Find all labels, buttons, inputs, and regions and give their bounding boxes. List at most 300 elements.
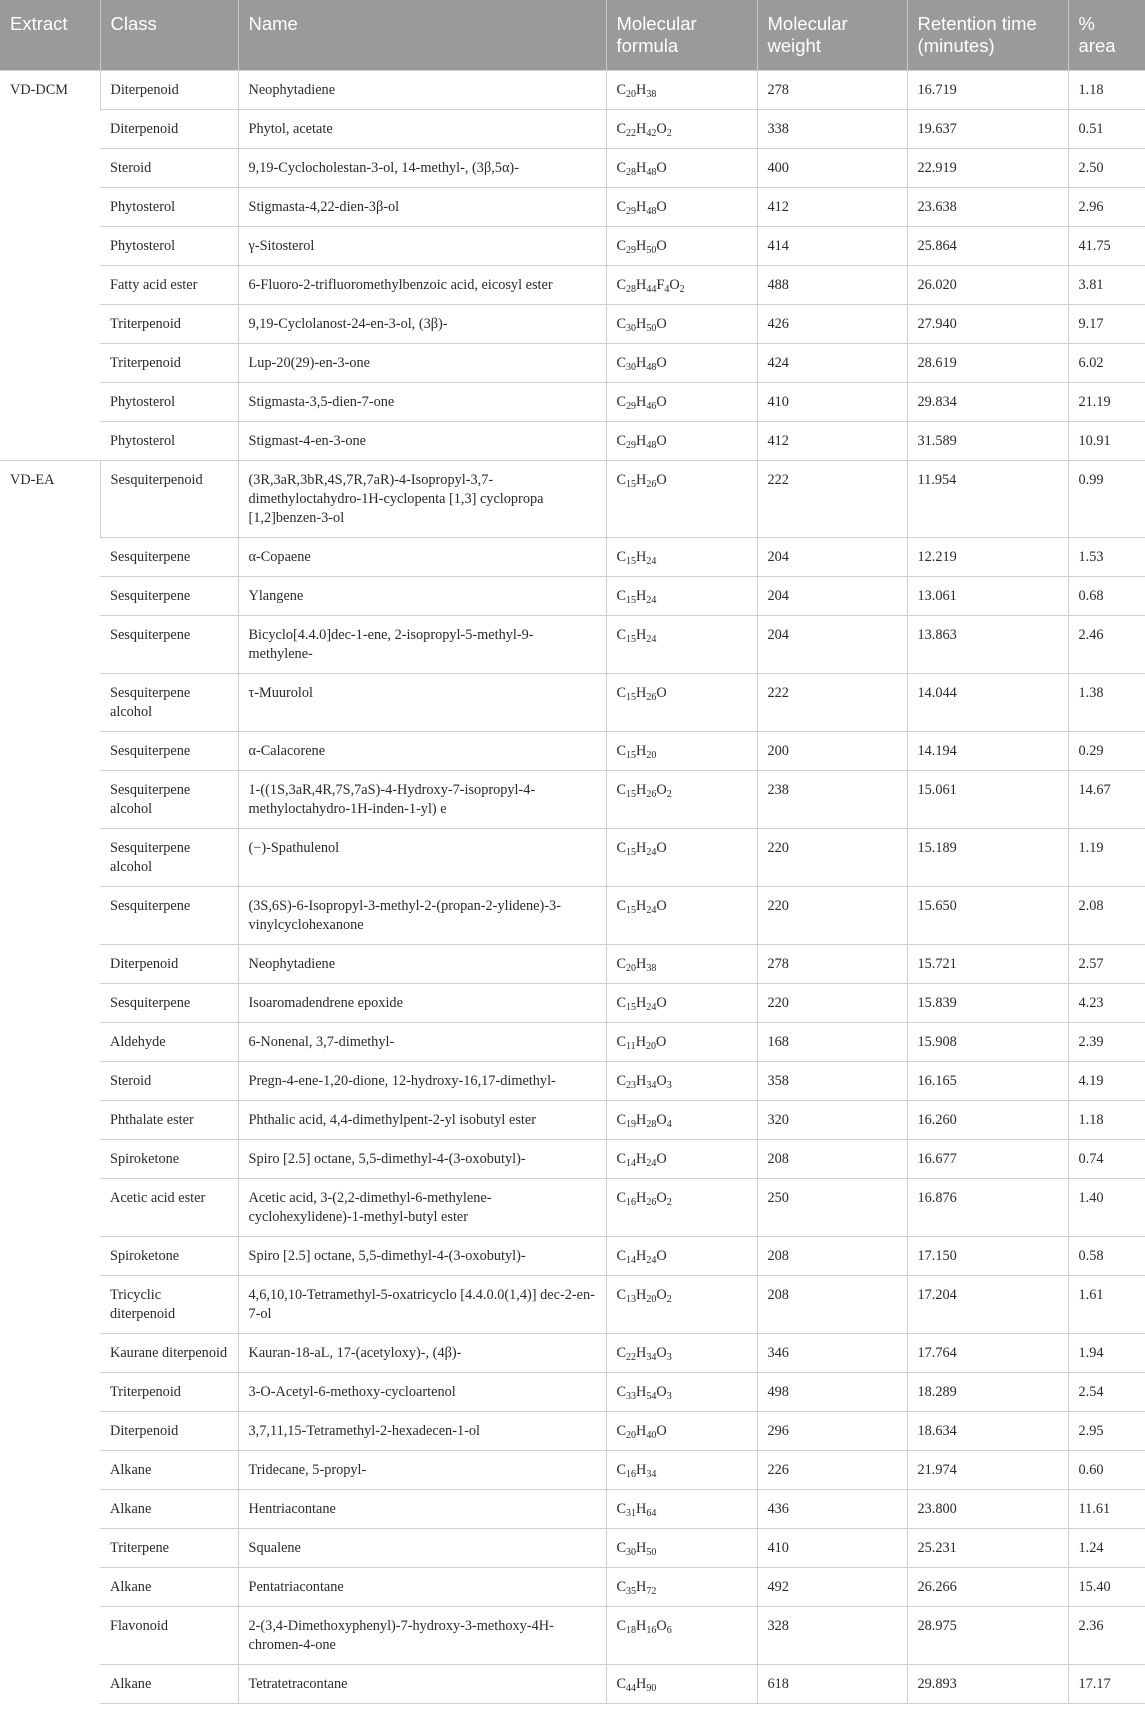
molecular-weight-cell: 320: [757, 1101, 907, 1140]
formula-subscript: 2: [666, 1294, 672, 1305]
formula-element: O: [656, 316, 667, 332]
formula-subscript: 44: [646, 284, 657, 295]
class-cell: Phytosterol: [100, 383, 238, 422]
formula-element: C: [616, 1579, 627, 1595]
formula-element: O: [656, 472, 667, 488]
formula-element: H: [636, 160, 647, 176]
area-cell: 1.18: [1068, 1101, 1145, 1140]
formula-element: C: [616, 685, 627, 701]
formula-element: H: [636, 1248, 647, 1264]
class-cell: Alkane: [100, 1490, 238, 1529]
formula-element: H: [636, 355, 647, 371]
class-cell: Diterpenoid: [100, 71, 238, 110]
formula-subscript: 48: [646, 167, 657, 178]
class-cell: Triterpenoid: [100, 305, 238, 344]
molecular-weight-cell: 346: [757, 1334, 907, 1373]
name-cell: 6-Nonenal, 3,7-dimethyl-: [238, 1023, 606, 1062]
formula-cell: [606, 110, 757, 149]
area-cell: 6.02: [1068, 344, 1145, 383]
formula-subscript: 16: [626, 1197, 637, 1208]
formula-element: C: [616, 1287, 627, 1303]
formula-element: O: [656, 1384, 667, 1400]
formula-element: C: [616, 840, 627, 856]
formula-subscript: 20: [626, 1430, 637, 1441]
area-cell: 21.19: [1068, 383, 1145, 422]
class-cell: Diterpenoid: [100, 1412, 238, 1451]
class-cell: Steroid: [100, 149, 238, 188]
formula-element: H: [635, 1034, 647, 1050]
formula-element: O: [656, 1151, 667, 1167]
class-cell: Tricyclic diterpenoid: [100, 1276, 238, 1334]
formula-element: C: [616, 898, 627, 914]
name-cell: Stigmast-4-en-3-one: [238, 422, 606, 461]
formula-cell: [606, 149, 757, 188]
class-cell: Sesquiterpene alcohol: [100, 829, 238, 887]
formula-subscript: 22: [626, 128, 637, 139]
formula-subscript: 2: [666, 1197, 672, 1208]
formula-subscript: 23: [626, 1080, 637, 1091]
name-cell: Stigmasta-3,5-dien-7-one: [238, 383, 606, 422]
area-cell: 1.19: [1068, 829, 1145, 887]
table-row: [0, 149, 1145, 188]
retention-time-cell: 19.637: [907, 110, 1068, 149]
formula-subscript: 90: [646, 1683, 657, 1694]
formula-subscript: 24: [646, 1002, 657, 1013]
formula-subscript: 20: [626, 963, 637, 974]
formula-element: C: [616, 782, 627, 798]
formula-element: O: [656, 1034, 667, 1050]
area-cell: 4.19: [1068, 1062, 1145, 1101]
formula-element: H: [636, 1345, 647, 1361]
formula-element: H: [636, 1423, 647, 1439]
class-cell: Sesquiterpene: [100, 616, 238, 674]
table-row: [0, 1062, 1145, 1101]
formula-element: H: [636, 1540, 647, 1556]
formula-element: H: [636, 956, 647, 972]
area-cell: 0.29: [1068, 732, 1145, 771]
formula-subscript: 54: [646, 1391, 657, 1402]
area-cell: 10.91: [1068, 422, 1145, 461]
table-row: [0, 1140, 1145, 1179]
formula-subscript: 48: [646, 362, 657, 373]
formula-subscript: 31: [626, 1508, 637, 1519]
table-row: [0, 1607, 1145, 1665]
formula-element: O: [656, 433, 667, 449]
formula-cell: [606, 616, 757, 674]
retention-time-cell: 15.650: [907, 887, 1068, 945]
formula-element: O: [656, 1073, 667, 1089]
formula-element: C: [616, 316, 627, 332]
molecular-weight-cell: 358: [757, 1062, 907, 1101]
molecular-weight-cell: 204: [757, 616, 907, 674]
formula-subscript: 16: [626, 1469, 637, 1480]
formula-element: C: [616, 1151, 627, 1167]
table-header: [0, 0, 1145, 71]
formula-element: C: [616, 1618, 627, 1634]
class-cell: Sesquiterpenoid: [100, 461, 238, 538]
formula-subscript: 15: [626, 847, 637, 858]
formula-subscript: 24: [646, 1158, 657, 1169]
table-row: [0, 1023, 1145, 1062]
name-cell: (3S,6S)-6-Isopropyl-3-methyl-2-(propan-2-ylidene)-3-vinylcyclohexanone: [238, 887, 606, 945]
retention-time-cell: 15.721: [907, 945, 1068, 984]
formula-subscript: 15: [626, 634, 637, 645]
area-cell: 41.75: [1068, 227, 1145, 266]
header-molecular-formula: Molecular formula: [606, 0, 757, 71]
retention-time-cell: 21.974: [907, 1451, 1068, 1490]
formula-element: H: [636, 549, 647, 565]
area-cell: 2.46: [1068, 616, 1145, 674]
formula-element: C: [616, 1345, 627, 1361]
table-row: [0, 1490, 1145, 1529]
retention-time-cell: 27.940: [907, 305, 1068, 344]
formula-element: C: [616, 277, 627, 293]
formula-cell: [606, 383, 757, 422]
formula-cell: [606, 1023, 757, 1062]
retention-time-cell: 18.634: [907, 1412, 1068, 1451]
formula-element: H: [636, 238, 647, 254]
table-row: [0, 577, 1145, 616]
table-row: [0, 422, 1145, 461]
area-cell: 2.08: [1068, 887, 1145, 945]
formula-element: C: [616, 394, 627, 410]
formula-element: O: [656, 1423, 667, 1439]
name-cell: Neophytadiene: [238, 71, 606, 110]
table-row: [0, 227, 1145, 266]
formula-subscript: 29: [626, 206, 637, 217]
class-cell: Sesquiterpene: [100, 887, 238, 945]
formula-subscript: 24: [646, 847, 657, 858]
formula-element: C: [616, 1540, 627, 1556]
class-cell: Sesquiterpene alcohol: [100, 674, 238, 732]
formula-subscript: 38: [646, 963, 657, 974]
molecular-weight-cell: 222: [757, 461, 907, 538]
formula-element: H: [636, 394, 647, 410]
formula-subscript: 48: [646, 206, 657, 217]
molecular-weight-cell: 208: [757, 1140, 907, 1179]
formula-subscript: 11: [626, 1041, 636, 1052]
area-cell: 15.40: [1068, 1568, 1145, 1607]
retention-time-cell: 26.266: [907, 1568, 1068, 1607]
name-cell: Neophytadiene: [238, 945, 606, 984]
table-row: [0, 305, 1145, 344]
area-cell: 1.18: [1068, 71, 1145, 110]
table-row: [0, 1568, 1145, 1607]
formula-element: H: [636, 588, 647, 604]
formula-subscript: 34: [646, 1469, 657, 1480]
formula-cell: [606, 1451, 757, 1490]
formula-element: O: [656, 121, 667, 137]
formula-subscript: 26: [646, 692, 657, 703]
extract-cell: VD-EA: [0, 461, 100, 1704]
formula-subscript: 29: [626, 440, 637, 451]
area-cell: 0.74: [1068, 1140, 1145, 1179]
formula-element: C: [616, 238, 627, 254]
formula-cell: [606, 1607, 757, 1665]
table-row: [0, 344, 1145, 383]
table-row: [0, 383, 1145, 422]
formula-element: O: [656, 1287, 667, 1303]
area-cell: 2.39: [1068, 1023, 1145, 1062]
area-cell: 1.61: [1068, 1276, 1145, 1334]
table-row: [0, 616, 1145, 674]
formula-element: H: [636, 1287, 647, 1303]
header-name: Name: [238, 0, 606, 71]
formula-element: C: [616, 1423, 627, 1439]
class-cell: Sesquiterpene: [100, 577, 238, 616]
molecular-weight-cell: 498: [757, 1373, 907, 1412]
formula-subscript: 6: [666, 1625, 672, 1636]
name-cell: Squalene: [238, 1529, 606, 1568]
formula-subscript: 3: [666, 1352, 672, 1363]
class-cell: Sesquiterpene: [100, 984, 238, 1023]
formula-element: H: [636, 433, 647, 449]
formula-element: C: [616, 995, 627, 1011]
class-cell: Phytosterol: [100, 227, 238, 266]
retention-time-cell: 15.189: [907, 829, 1068, 887]
formula-subscript: 50: [646, 323, 657, 334]
table-row: [0, 1276, 1145, 1334]
area-cell: 2.50: [1068, 149, 1145, 188]
formula-cell: [606, 674, 757, 732]
formula-subscript: 50: [646, 1547, 657, 1558]
molecular-weight-cell: 226: [757, 1451, 907, 1490]
formula-subscript: 38: [646, 89, 657, 100]
formula-element: H: [636, 782, 647, 798]
molecular-weight-cell: 220: [757, 887, 907, 945]
formula-subscript: 20: [646, 750, 657, 761]
retention-time-cell: 11.954: [907, 461, 1068, 538]
molecular-weight-cell: 424: [757, 344, 907, 383]
formula-subscript: 4: [664, 284, 670, 295]
formula-element: O: [669, 277, 680, 293]
formula-subscript: 24: [646, 634, 657, 645]
table-row: [0, 110, 1145, 149]
formula-element: H: [636, 1073, 647, 1089]
formula-element: C: [616, 1190, 627, 1206]
molecular-weight-cell: 412: [757, 422, 907, 461]
molecular-weight-cell: 222: [757, 674, 907, 732]
table-row: [0, 538, 1145, 577]
molecular-weight-cell: 414: [757, 227, 907, 266]
name-cell: Acetic acid, 3-(2,2-dimethyl-6-methylene-cyclohexylidene)-1-methyl-butyl ester: [238, 1179, 606, 1237]
molecular-weight-cell: 208: [757, 1276, 907, 1334]
formula-element: H: [636, 472, 647, 488]
name-cell: Tetratetracontane: [238, 1665, 606, 1704]
area-cell: 2.96: [1068, 188, 1145, 227]
area-cell: 0.58: [1068, 1237, 1145, 1276]
formula-cell: [606, 266, 757, 305]
formula-subscript: 24: [646, 905, 657, 916]
formula-element: C: [616, 160, 627, 176]
molecular-weight-cell: 250: [757, 1179, 907, 1237]
retention-time-cell: 17.764: [907, 1334, 1068, 1373]
formula-subscript: 26: [646, 479, 657, 490]
formula-cell: [606, 829, 757, 887]
formula-element: O: [656, 1190, 667, 1206]
table-row: [0, 1529, 1145, 1568]
formula-subscript: 15: [626, 750, 637, 761]
area-cell: 17.17: [1068, 1665, 1145, 1704]
formula-cell: [606, 1237, 757, 1276]
formula-subscript: 48: [646, 440, 657, 451]
retention-time-cell: 23.638: [907, 188, 1068, 227]
molecular-weight-cell: 436: [757, 1490, 907, 1529]
formula-element: O: [656, 355, 667, 371]
formula-element: O: [656, 160, 667, 176]
formula-cell: [606, 461, 757, 538]
formula-subscript: 14: [626, 1255, 637, 1266]
retention-time-cell: 15.908: [907, 1023, 1068, 1062]
formula-element: O: [656, 898, 667, 914]
name-cell: Spiro [2.5] octane, 5,5-dimethyl-4-(3-oxobutyl)-: [238, 1237, 606, 1276]
retention-time-cell: 25.231: [907, 1529, 1068, 1568]
formula-element: O: [656, 782, 667, 798]
formula-cell: [606, 1101, 757, 1140]
molecular-weight-cell: 204: [757, 577, 907, 616]
formula-element: H: [636, 1384, 647, 1400]
formula-element: H: [636, 898, 647, 914]
name-cell: Spiro [2.5] octane, 5,5-dimethyl-4-(3-oxobutyl)-: [238, 1140, 606, 1179]
formula-element: H: [636, 840, 647, 856]
formula-subscript: 19: [626, 1119, 637, 1130]
formula-subscript: 26: [646, 1197, 657, 1208]
table-row: [0, 1179, 1145, 1237]
table-row: [0, 1101, 1145, 1140]
formula-subscript: 15: [626, 479, 637, 490]
molecular-weight-cell: 204: [757, 538, 907, 577]
formula-element: C: [616, 588, 627, 604]
retention-time-cell: 22.919: [907, 149, 1068, 188]
area-cell: 0.51: [1068, 110, 1145, 149]
formula-subscript: 15: [626, 1002, 637, 1013]
name-cell: τ-Muurolol: [238, 674, 606, 732]
formula-cell: [606, 1490, 757, 1529]
class-cell: Phytosterol: [100, 422, 238, 461]
retention-time-cell: 17.204: [907, 1276, 1068, 1334]
name-cell: 2-(3,4-Dimethoxyphenyl)-7-hydroxy-3-methoxy-4H-chromen-4-one: [238, 1607, 606, 1665]
formula-cell: [606, 227, 757, 266]
formula-subscript: 2: [666, 128, 672, 139]
formula-element: H: [636, 316, 647, 332]
formula-cell: [606, 577, 757, 616]
area-cell: 1.94: [1068, 1334, 1145, 1373]
table-row: [0, 188, 1145, 227]
retention-time-cell: 16.876: [907, 1179, 1068, 1237]
class-cell: Flavonoid: [100, 1607, 238, 1665]
molecular-weight-cell: 220: [757, 984, 907, 1023]
formula-element: C: [616, 1034, 627, 1050]
retention-time-cell: 29.893: [907, 1665, 1068, 1704]
retention-time-cell: 29.834: [907, 383, 1068, 422]
formula-element: H: [636, 995, 647, 1011]
table-row: [0, 1373, 1145, 1412]
name-cell: Kauran-18-aL, 17-(acetyloxy)-, (4β)-: [238, 1334, 606, 1373]
retention-time-cell: 14.194: [907, 732, 1068, 771]
molecular-weight-cell: 238: [757, 771, 907, 829]
formula-cell: [606, 1334, 757, 1373]
table-row: [0, 945, 1145, 984]
formula-subscript: 20: [646, 1294, 657, 1305]
formula-element: O: [656, 199, 667, 215]
class-cell: Kaurane diterpenoid: [100, 1334, 238, 1373]
retention-time-cell: 12.219: [907, 538, 1068, 577]
formula-subscript: 33: [626, 1391, 637, 1402]
retention-time-cell: 25.864: [907, 227, 1068, 266]
formula-cell: [606, 1412, 757, 1451]
formula-cell: [606, 1179, 757, 1237]
name-cell: Pregn-4-ene-1,20-dione, 12-hydroxy-16,17-dimethyl-: [238, 1062, 606, 1101]
class-cell: Sesquiterpene: [100, 538, 238, 577]
class-cell: Phytosterol: [100, 188, 238, 227]
formula-cell: [606, 538, 757, 577]
area-cell: 1.53: [1068, 538, 1145, 577]
formula-element: O: [656, 1345, 667, 1361]
header-molecular-weight: Molecular weight: [757, 0, 907, 71]
formula-subscript: 16: [646, 1625, 657, 1636]
name-cell: (3R,3aR,3bR,4S,7R,7aR)-4-Isopropyl-3,7-dimethyloctahydro-1H-cyclopenta [1,3] cyclopropa [1,2]benzen-3-ol: [238, 461, 606, 538]
area-cell: 1.38: [1068, 674, 1145, 732]
area-cell: 4.23: [1068, 984, 1145, 1023]
formula-subscript: 4: [666, 1119, 672, 1130]
area-cell: 1.24: [1068, 1529, 1145, 1568]
formula-subscript: 28: [626, 167, 637, 178]
table-row: [0, 1451, 1145, 1490]
name-cell: Pentatriacontane: [238, 1568, 606, 1607]
formula-subscript: 13: [626, 1294, 637, 1305]
formula-subscript: 46: [646, 401, 657, 412]
retention-time-cell: 16.260: [907, 1101, 1068, 1140]
class-cell: Alkane: [100, 1665, 238, 1704]
formula-subscript: 28: [646, 1119, 657, 1130]
retention-time-cell: 31.589: [907, 422, 1068, 461]
formula-subscript: 15: [626, 595, 637, 606]
extract-cell: VD-DCM: [0, 71, 100, 461]
formula-element: F: [656, 277, 665, 293]
retention-time-cell: 15.839: [907, 984, 1068, 1023]
formula-subscript: 26: [646, 789, 657, 800]
class-cell: Diterpenoid: [100, 110, 238, 149]
formula-element: H: [636, 1579, 647, 1595]
formula-element: C: [616, 121, 627, 137]
formula-element: C: [616, 549, 627, 565]
formula-subscript: 30: [626, 323, 637, 334]
formula-subscript: 30: [626, 1547, 637, 1558]
class-cell: Spiroketone: [100, 1140, 238, 1179]
formula-element: C: [616, 1248, 627, 1264]
formula-element: C: [616, 1112, 627, 1128]
retention-time-cell: 16.677: [907, 1140, 1068, 1179]
class-cell: Sesquiterpene: [100, 732, 238, 771]
table-row: [0, 266, 1145, 305]
formula-element: H: [636, 1618, 647, 1634]
class-cell: Alkane: [100, 1568, 238, 1607]
area-cell: 11.61: [1068, 1490, 1145, 1529]
area-cell: 3.81: [1068, 266, 1145, 305]
name-cell: Stigmasta-4,22-dien-3β-ol: [238, 188, 606, 227]
class-cell: Fatty acid ester: [100, 266, 238, 305]
formula-subscript: 24: [646, 1255, 657, 1266]
formula-subscript: 64: [646, 1508, 657, 1519]
formula-subscript: 15: [626, 692, 637, 703]
formula-element: O: [656, 1618, 667, 1634]
molecular-weight-cell: 208: [757, 1237, 907, 1276]
table-body: [0, 71, 1145, 1704]
formula-subscript: 29: [626, 245, 637, 256]
name-cell: Phthalic acid, 4,4-dimethylpent-2-yl isobutyl ester: [238, 1101, 606, 1140]
formula-cell: [606, 1568, 757, 1607]
name-cell: 9,19-Cyclolanost-24-en-3-ol, (3β)-: [238, 305, 606, 344]
